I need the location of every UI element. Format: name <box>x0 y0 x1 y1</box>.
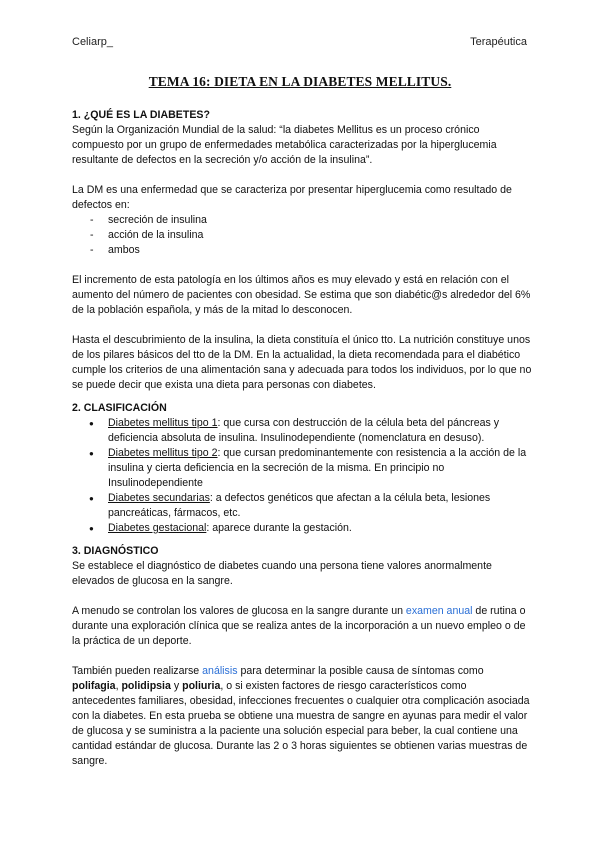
term-dm1-description: : que cursa con destrucción de la célula beta del páncreas y deficiencia absoluta de insulina. Insulinodependiente (nomenclatura en desuso). <box>108 417 500 444</box>
list-item <box>72 446 532 491</box>
text-run: y <box>170 680 183 692</box>
term-dm2: Diabetes mellitus tipo 2 <box>108 447 218 459</box>
term-poliuria: poliuria <box>182 680 221 692</box>
term-dm1: Diabetes mellitus tipo 1 <box>108 417 218 429</box>
link-annual-exam[interactable]: examen anual <box>405 605 473 617</box>
defects-list <box>72 213 532 258</box>
paragraph-analysis <box>72 664 532 769</box>
term-gestational: Diabetes gestacional <box>108 522 207 534</box>
text-run: A menudo se controlan los valores de glucosa en la sangre durante un <box>72 605 406 617</box>
section-heading-what-is: 1. ¿QUÉ ES LA DIABETES? <box>72 109 210 121</box>
list-item: - secreción de insulina <box>72 213 532 228</box>
term-secondary-description: : a defectos genéticos que afectan a la célula beta, lesiones pancreáticas, fármacos, etc. <box>108 492 491 519</box>
text-run: para determinar la posible causa de síntomas como <box>237 665 484 677</box>
classification-list <box>72 416 532 536</box>
list-item: - acción de la insulina <box>72 228 532 243</box>
link-analysis[interactable]: análisis <box>202 665 238 677</box>
term-polifagia: polifagia <box>72 680 116 692</box>
term-dm2-description: : que cursan predominantemente con resistencia a la acción de la insulina y cierta deficiencia en la secreción de la misma. En principio no Insulinodependiente <box>108 447 527 489</box>
term-gestational-description: : aparece durante la gestación. <box>206 522 352 534</box>
list-item <box>72 491 532 521</box>
header-subject: Terapéutica <box>470 36 527 48</box>
paragraph-dm-definition: La DM es una enfermedad que se caracteriza por presentar hiperglucemia como resultado de defectos en: <box>72 184 512 211</box>
paragraph-oms-definition: Según la Organización Mundial de la salud: “la diabetes Mellitus es un proceso crónico compuesto por un grupo de enfermedades metabólica caracterizadas por la hiperglucemia resultante de defectos en la secreción y/o acción de la insulina”. <box>72 124 497 166</box>
paragraph-treatment: Hasta el descubrimiento de la insulina, la dieta constituía el único tto. La nutrición constituye unos de los pilares básicos del tto de la DM. En la actualidad, la dieta recomendada para el diabético cumple los criterios de una alimentación sana y adecuada para todos los individuos, por lo que no se puede decir que exista una dieta para personas con diabetes. <box>72 334 532 391</box>
paragraph-annual-exam <box>72 604 532 649</box>
header-author: Celiarp_ <box>72 36 113 48</box>
list-item <box>72 416 532 446</box>
text-run: , <box>115 680 122 692</box>
section-heading-classification: 2. CLASIFICACIÓN <box>72 402 167 414</box>
paragraph-prevalence: El incremento de esta patología en los últimos años es muy elevado y está en relación con el aumento del número de pacientes con obesidad. Se estima que son diabétic@s alrededor del 6% de la población española, y más de la mitad lo desconocen. <box>72 274 531 316</box>
list-item <box>72 521 532 536</box>
text-run: de rutina o durante una exploración clínica que se realiza antes de la incorporación a un nuevo empleo o de la práctica de un deporte. <box>72 605 526 647</box>
paragraph-diagnosis: Se establece el diagnóstico de diabetes cuando una persona tiene valores anormalmente elevados de glucosa en la sangre. <box>72 560 492 587</box>
list-item: - ambos <box>72 243 532 258</box>
term-polidipsia: polidipsia <box>121 680 171 692</box>
section-heading-diagnosis: 3. DIAGNÓSTICO <box>72 545 159 557</box>
text-run: También pueden realizarse <box>72 665 203 677</box>
document-body <box>72 108 532 769</box>
page-title: TEMA 16: DIETA EN LA DIABETES MELLITUS. <box>148 74 452 89</box>
term-secondary: Diabetes secundarias <box>108 492 210 504</box>
text-run: , o si existen factores de riesgo característicos como antecedentes familiares, obesidad, infecciones frecuentes o cualquier otra complicación asociada con la diabetes. En esta prueba se obtiene una muestra de sangre en ayunas para medir el valor de glucosa y se suministra a la paciente una solución especial para beber, la cual contiene una cantidad estándar de glucosa. Durante las 2 o 3 horas siguientes se obtienen varias muestras de sangre. <box>72 680 530 767</box>
